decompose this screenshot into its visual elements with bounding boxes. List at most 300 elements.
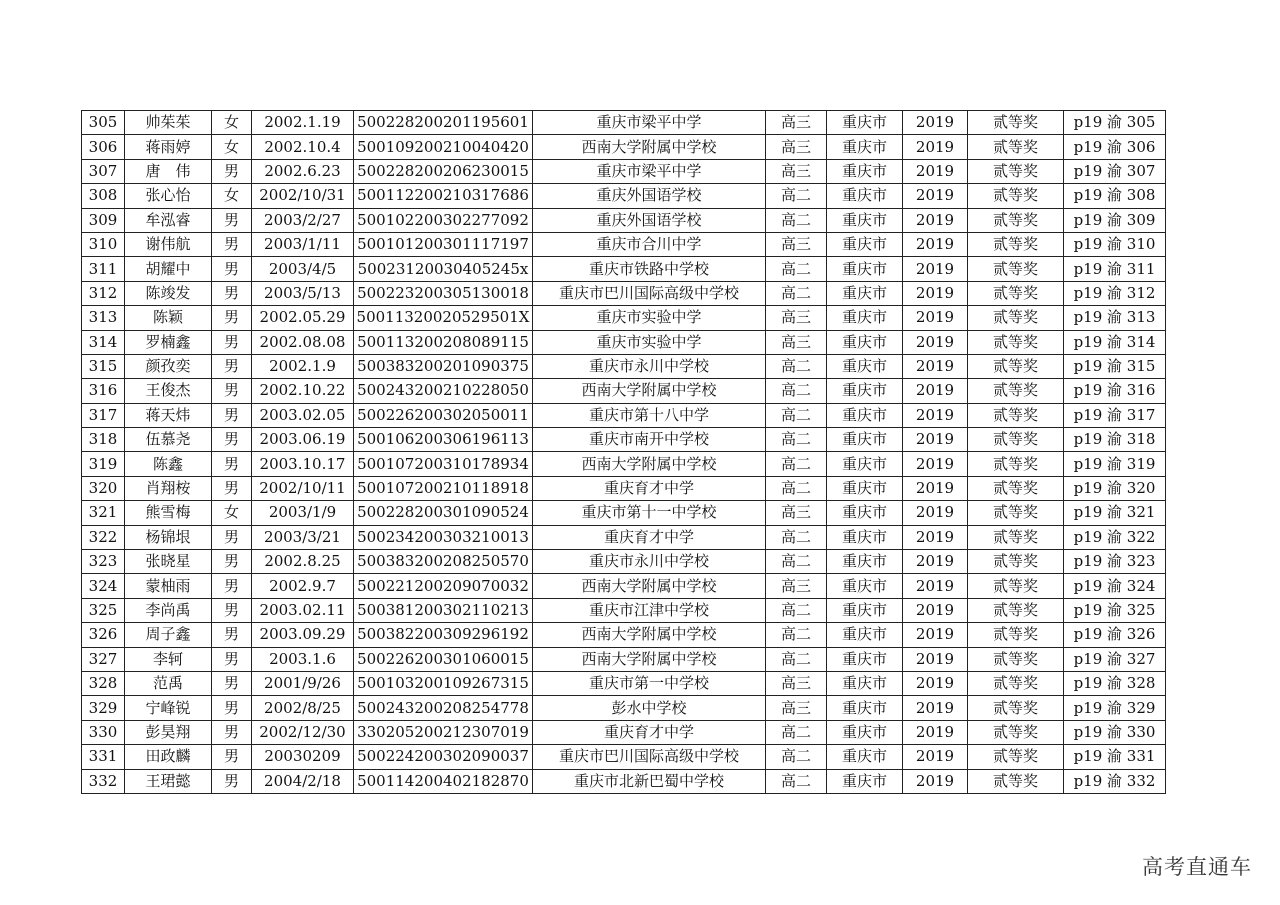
student-name-cell: 周子鑫 — [125, 623, 212, 647]
award-level-cell: 贰等奖 — [968, 379, 1064, 403]
serial-number-cell: 312 — [82, 281, 125, 305]
table-row — [82, 257, 1166, 281]
table-row — [82, 623, 1166, 647]
award-level-cell: 贰等奖 — [968, 232, 1064, 256]
serial-number-cell: 330 — [82, 720, 125, 744]
region-cell: 重庆市 — [827, 525, 903, 549]
birth-date-cell: 2001/9/26 — [252, 671, 354, 695]
id-number-cell: 500107200310178934 — [354, 452, 533, 476]
serial-number-cell: 316 — [82, 379, 125, 403]
birth-date-cell: 2003/3/21 — [252, 525, 354, 549]
school-name-cell: 重庆市永川中学校 — [533, 354, 766, 378]
award-list-table — [81, 110, 1166, 794]
region-cell: 重庆市 — [827, 598, 903, 622]
birth-date-cell: 2003.1.6 — [252, 647, 354, 671]
region-cell: 重庆市 — [827, 550, 903, 574]
grade-cell: 高三 — [766, 330, 827, 354]
student-name-cell: 陈颖 — [125, 306, 212, 330]
id-number-cell: 500101200301117197 — [354, 232, 533, 256]
grade-cell: 高三 — [766, 501, 827, 525]
school-name-cell: 重庆市实验中学 — [533, 330, 766, 354]
certificate-number-cell: p19 渝 315 — [1064, 354, 1166, 378]
certificate-number-cell: p19 渝 330 — [1064, 720, 1166, 744]
birth-date-cell: 2003/4/5 — [252, 257, 354, 281]
table-row — [82, 281, 1166, 305]
table-row — [82, 111, 1166, 135]
award-level-cell: 贰等奖 — [968, 354, 1064, 378]
certificate-number-cell: p19 渝 323 — [1064, 550, 1166, 574]
certificate-number-cell: p19 渝 328 — [1064, 671, 1166, 695]
year-cell: 2019 — [903, 330, 968, 354]
year-cell: 2019 — [903, 550, 968, 574]
serial-number-cell: 307 — [82, 159, 125, 183]
table-row — [82, 696, 1166, 720]
student-name-cell: 蒋雨婷 — [125, 135, 212, 159]
serial-number-cell: 319 — [82, 452, 125, 476]
certificate-number-cell: p19 渝 332 — [1064, 769, 1166, 793]
birth-date-cell: 2002.10.22 — [252, 379, 354, 403]
serial-number-cell: 325 — [82, 598, 125, 622]
grade-cell: 高三 — [766, 135, 827, 159]
year-cell: 2019 — [903, 745, 968, 769]
birth-date-cell: 20030209 — [252, 745, 354, 769]
serial-number-cell: 332 — [82, 769, 125, 793]
gender-cell: 男 — [212, 232, 252, 256]
student-name-cell: 王俊杰 — [125, 379, 212, 403]
certificate-number-cell: p19 渝 320 — [1064, 476, 1166, 500]
student-name-cell: 陈竣发 — [125, 281, 212, 305]
table-row — [82, 476, 1166, 500]
award-level-cell: 贰等奖 — [968, 281, 1064, 305]
serial-number-cell: 314 — [82, 330, 125, 354]
student-name-cell: 宁峰锐 — [125, 696, 212, 720]
serial-number-cell: 326 — [82, 623, 125, 647]
birth-date-cell: 2002.1.9 — [252, 354, 354, 378]
grade-cell: 高二 — [766, 745, 827, 769]
year-cell: 2019 — [903, 403, 968, 427]
award-level-cell: 贰等奖 — [968, 257, 1064, 281]
birth-date-cell: 2004/2/18 — [252, 769, 354, 793]
region-cell: 重庆市 — [827, 769, 903, 793]
certificate-number-cell: p19 渝 321 — [1064, 501, 1166, 525]
student-name-cell: 张晓星 — [125, 550, 212, 574]
student-name-cell: 杨锦垠 — [125, 525, 212, 549]
year-cell: 2019 — [903, 476, 968, 500]
award-level-cell: 贰等奖 — [968, 623, 1064, 647]
certificate-number-cell: p19 渝 316 — [1064, 379, 1166, 403]
award-level-cell: 贰等奖 — [968, 330, 1064, 354]
year-cell: 2019 — [903, 354, 968, 378]
birth-date-cell: 2003/5/13 — [252, 281, 354, 305]
gender-cell: 男 — [212, 330, 252, 354]
id-number-cell: 500112200210317686 — [354, 184, 533, 208]
table-row — [82, 452, 1166, 476]
serial-number-cell: 309 — [82, 208, 125, 232]
year-cell: 2019 — [903, 379, 968, 403]
region-cell: 重庆市 — [827, 306, 903, 330]
gender-cell: 男 — [212, 159, 252, 183]
award-level-cell: 贰等奖 — [968, 428, 1064, 452]
serial-number-cell: 318 — [82, 428, 125, 452]
year-cell: 2019 — [903, 647, 968, 671]
gender-cell: 男 — [212, 745, 252, 769]
grade-cell: 高二 — [766, 525, 827, 549]
id-number-cell: 500383200208250570 — [354, 550, 533, 574]
student-name-cell: 肖翔桉 — [125, 476, 212, 500]
award-level-cell: 贰等奖 — [968, 696, 1064, 720]
table-row — [82, 184, 1166, 208]
region-cell: 重庆市 — [827, 208, 903, 232]
id-number-cell: 500228200206230015 — [354, 159, 533, 183]
award-level-cell: 贰等奖 — [968, 598, 1064, 622]
year-cell: 2019 — [903, 501, 968, 525]
school-name-cell: 西南大学附属中学校 — [533, 452, 766, 476]
serial-number-cell: 317 — [82, 403, 125, 427]
student-name-cell: 蒙柚雨 — [125, 574, 212, 598]
id-number-cell: 500381200302110213 — [354, 598, 533, 622]
serial-number-cell: 324 — [82, 574, 125, 598]
birth-date-cell: 2002/10/31 — [252, 184, 354, 208]
gender-cell: 男 — [212, 647, 252, 671]
school-name-cell: 重庆市江津中学校 — [533, 598, 766, 622]
grade-cell: 高三 — [766, 232, 827, 256]
student-name-cell: 陈鑫 — [125, 452, 212, 476]
gender-cell: 男 — [212, 574, 252, 598]
gender-cell: 男 — [212, 379, 252, 403]
birth-date-cell: 2002/8/25 — [252, 696, 354, 720]
region-cell: 重庆市 — [827, 671, 903, 695]
school-name-cell: 重庆市铁路中学校 — [533, 257, 766, 281]
region-cell: 重庆市 — [827, 403, 903, 427]
table-row — [82, 232, 1166, 256]
region-cell: 重庆市 — [827, 720, 903, 744]
award-level-cell: 贰等奖 — [968, 135, 1064, 159]
award-level-cell: 贰等奖 — [968, 306, 1064, 330]
award-level-cell: 贰等奖 — [968, 403, 1064, 427]
id-number-cell: 500107200210118918 — [354, 476, 533, 500]
serial-number-cell: 323 — [82, 550, 125, 574]
birth-date-cell: 2002/10/11 — [252, 476, 354, 500]
region-cell: 重庆市 — [827, 135, 903, 159]
school-name-cell: 重庆市第十八中学 — [533, 403, 766, 427]
region-cell: 重庆市 — [827, 428, 903, 452]
watermark-text: 高考直通车 — [1142, 855, 1252, 879]
serial-number-cell: 311 — [82, 257, 125, 281]
school-name-cell: 西南大学附属中学校 — [533, 574, 766, 598]
award-level-cell: 贰等奖 — [968, 501, 1064, 525]
student-name-cell: 伍慕尧 — [125, 428, 212, 452]
gender-cell: 男 — [212, 623, 252, 647]
school-name-cell: 重庆市合川中学 — [533, 232, 766, 256]
birth-date-cell: 2002.05.29 — [252, 306, 354, 330]
student-name-cell: 李轲 — [125, 647, 212, 671]
gender-cell: 男 — [212, 281, 252, 305]
gender-cell: 男 — [212, 769, 252, 793]
gender-cell: 女 — [212, 135, 252, 159]
gender-cell: 男 — [212, 720, 252, 744]
region-cell: 重庆市 — [827, 476, 903, 500]
serial-number-cell: 315 — [82, 354, 125, 378]
certificate-number-cell: p19 渝 326 — [1064, 623, 1166, 647]
gender-cell: 女 — [212, 111, 252, 135]
gender-cell: 男 — [212, 257, 252, 281]
school-name-cell: 西南大学附属中学校 — [533, 135, 766, 159]
year-cell: 2019 — [903, 159, 968, 183]
id-number-cell: 500383200201090375 — [354, 354, 533, 378]
grade-cell: 高二 — [766, 281, 827, 305]
serial-number-cell: 305 — [82, 111, 125, 135]
school-name-cell: 重庆市北新巴蜀中学校 — [533, 769, 766, 793]
grade-cell: 高二 — [766, 647, 827, 671]
id-number-cell: 500234200303210013 — [354, 525, 533, 549]
serial-number-cell: 321 — [82, 501, 125, 525]
year-cell: 2019 — [903, 623, 968, 647]
birth-date-cell: 2002.6.23 — [252, 159, 354, 183]
gender-cell: 男 — [212, 550, 252, 574]
grade-cell: 高二 — [766, 379, 827, 403]
grade-cell: 高二 — [766, 476, 827, 500]
school-name-cell: 重庆市南开中学校 — [533, 428, 766, 452]
award-level-cell: 贰等奖 — [968, 208, 1064, 232]
gender-cell: 男 — [212, 598, 252, 622]
region-cell: 重庆市 — [827, 281, 903, 305]
id-number-cell: 500226200302050011 — [354, 403, 533, 427]
grade-cell: 高二 — [766, 452, 827, 476]
year-cell: 2019 — [903, 696, 968, 720]
certificate-number-cell: p19 渝 318 — [1064, 428, 1166, 452]
serial-number-cell: 320 — [82, 476, 125, 500]
year-cell: 2019 — [903, 135, 968, 159]
table-row — [82, 769, 1166, 793]
year-cell: 2019 — [903, 232, 968, 256]
gender-cell: 男 — [212, 208, 252, 232]
certificate-number-cell: p19 渝 307 — [1064, 159, 1166, 183]
grade-cell: 高二 — [766, 769, 827, 793]
award-level-cell: 贰等奖 — [968, 745, 1064, 769]
id-number-cell: 500109200210040420 — [354, 135, 533, 159]
id-number-cell: 500102200302277092 — [354, 208, 533, 232]
table-row — [82, 403, 1166, 427]
table-row — [82, 354, 1166, 378]
region-cell: 重庆市 — [827, 111, 903, 135]
grade-cell: 高二 — [766, 623, 827, 647]
gender-cell: 男 — [212, 403, 252, 427]
id-number-cell: 500382200309296192 — [354, 623, 533, 647]
school-name-cell: 西南大学附属中学校 — [533, 623, 766, 647]
school-name-cell: 重庆市巴川国际高级中学校 — [533, 745, 766, 769]
region-cell: 重庆市 — [827, 379, 903, 403]
year-cell: 2019 — [903, 525, 968, 549]
serial-number-cell: 331 — [82, 745, 125, 769]
region-cell: 重庆市 — [827, 159, 903, 183]
gender-cell: 男 — [212, 671, 252, 695]
region-cell: 重庆市 — [827, 184, 903, 208]
id-number-cell: 500113200208089115 — [354, 330, 533, 354]
grade-cell: 高三 — [766, 306, 827, 330]
year-cell: 2019 — [903, 574, 968, 598]
birth-date-cell: 2002.8.25 — [252, 550, 354, 574]
id-number-cell: 50011320020529501X — [354, 306, 533, 330]
award-level-cell: 贰等奖 — [968, 671, 1064, 695]
id-number-cell: 500228200201195601 — [354, 111, 533, 135]
region-cell: 重庆市 — [827, 696, 903, 720]
table-body — [82, 111, 1166, 794]
serial-number-cell: 313 — [82, 306, 125, 330]
birth-date-cell: 2002/12/30 — [252, 720, 354, 744]
gender-cell: 男 — [212, 428, 252, 452]
id-number-cell: 50023120030405245x — [354, 257, 533, 281]
gender-cell: 男 — [212, 452, 252, 476]
year-cell: 2019 — [903, 306, 968, 330]
school-name-cell: 西南大学附属中学校 — [533, 647, 766, 671]
student-name-cell: 罗楠鑫 — [125, 330, 212, 354]
school-name-cell: 重庆育才中学 — [533, 525, 766, 549]
student-name-cell: 胡耀中 — [125, 257, 212, 281]
id-number-cell: 500106200306196113 — [354, 428, 533, 452]
region-cell: 重庆市 — [827, 501, 903, 525]
serial-number-cell: 328 — [82, 671, 125, 695]
year-cell: 2019 — [903, 452, 968, 476]
serial-number-cell: 310 — [82, 232, 125, 256]
award-level-cell: 贰等奖 — [968, 476, 1064, 500]
grade-cell: 高二 — [766, 428, 827, 452]
year-cell: 2019 — [903, 184, 968, 208]
birth-date-cell: 2003/2/27 — [252, 208, 354, 232]
id-number-cell: 500226200301060015 — [354, 647, 533, 671]
id-number-cell: 500103200109267315 — [354, 671, 533, 695]
serial-number-cell: 322 — [82, 525, 125, 549]
id-number-cell: 500114200402182870 — [354, 769, 533, 793]
birth-date-cell: 2002.08.08 — [252, 330, 354, 354]
table-row — [82, 330, 1166, 354]
school-name-cell: 重庆市实验中学 — [533, 306, 766, 330]
award-level-cell: 贰等奖 — [968, 574, 1064, 598]
grade-cell: 高三 — [766, 574, 827, 598]
certificate-number-cell: p19 渝 327 — [1064, 647, 1166, 671]
grade-cell: 高三 — [766, 159, 827, 183]
id-number-cell: 500223200305130018 — [354, 281, 533, 305]
school-name-cell: 重庆市梁平中学 — [533, 111, 766, 135]
serial-number-cell: 329 — [82, 696, 125, 720]
certificate-number-cell: p19 渝 329 — [1064, 696, 1166, 720]
region-cell: 重庆市 — [827, 647, 903, 671]
student-name-cell: 唐 伟 — [125, 159, 212, 183]
table-row — [82, 501, 1166, 525]
student-name-cell: 彭昊翔 — [125, 720, 212, 744]
certificate-number-cell: p19 渝 306 — [1064, 135, 1166, 159]
student-name-cell: 蒋天炜 — [125, 403, 212, 427]
school-name-cell: 重庆外国语学校 — [533, 184, 766, 208]
gender-cell: 男 — [212, 696, 252, 720]
student-name-cell: 田政麟 — [125, 745, 212, 769]
school-name-cell: 重庆市第十一中学校 — [533, 501, 766, 525]
gender-cell: 男 — [212, 354, 252, 378]
school-name-cell: 重庆育才中学 — [533, 476, 766, 500]
school-name-cell: 重庆市第一中学校 — [533, 671, 766, 695]
table-row — [82, 574, 1166, 598]
certificate-number-cell: p19 渝 314 — [1064, 330, 1166, 354]
table-row — [82, 525, 1166, 549]
award-level-cell: 贰等奖 — [968, 550, 1064, 574]
table-row — [82, 745, 1166, 769]
table-row — [82, 135, 1166, 159]
student-name-cell: 颜孜奕 — [125, 354, 212, 378]
certificate-number-cell: p19 渝 324 — [1064, 574, 1166, 598]
grade-cell: 高三 — [766, 671, 827, 695]
certificate-number-cell: p19 渝 319 — [1064, 452, 1166, 476]
certificate-number-cell: p19 渝 308 — [1064, 184, 1166, 208]
table-row — [82, 306, 1166, 330]
certificate-number-cell: p19 渝 311 — [1064, 257, 1166, 281]
grade-cell: 高二 — [766, 720, 827, 744]
grade-cell: 高二 — [766, 184, 827, 208]
year-cell: 2019 — [903, 769, 968, 793]
id-number-cell: 500243200210228050 — [354, 379, 533, 403]
year-cell: 2019 — [903, 428, 968, 452]
region-cell: 重庆市 — [827, 330, 903, 354]
student-name-cell: 张心怡 — [125, 184, 212, 208]
year-cell: 2019 — [903, 671, 968, 695]
birth-date-cell: 2002.1.19 — [252, 111, 354, 135]
birth-date-cell: 2003.06.19 — [252, 428, 354, 452]
table-row — [82, 428, 1166, 452]
region-cell: 重庆市 — [827, 623, 903, 647]
certificate-number-cell: p19 渝 325 — [1064, 598, 1166, 622]
gender-cell: 女 — [212, 184, 252, 208]
birth-date-cell: 2003.02.11 — [252, 598, 354, 622]
grade-cell: 高三 — [766, 111, 827, 135]
certificate-number-cell: p19 渝 331 — [1064, 745, 1166, 769]
serial-number-cell: 308 — [82, 184, 125, 208]
certificate-number-cell: p19 渝 310 — [1064, 232, 1166, 256]
birth-date-cell: 2002.9.7 — [252, 574, 354, 598]
id-number-cell: 500221200209070032 — [354, 574, 533, 598]
region-cell: 重庆市 — [827, 354, 903, 378]
gender-cell: 女 — [212, 501, 252, 525]
birth-date-cell: 2003/1/9 — [252, 501, 354, 525]
year-cell: 2019 — [903, 208, 968, 232]
table-row — [82, 159, 1166, 183]
grade-cell: 高二 — [766, 354, 827, 378]
year-cell: 2019 — [903, 281, 968, 305]
student-name-cell: 范禹 — [125, 671, 212, 695]
table-row — [82, 598, 1166, 622]
award-level-cell: 贰等奖 — [968, 769, 1064, 793]
award-level-cell: 贰等奖 — [968, 184, 1064, 208]
student-name-cell: 王珺懿 — [125, 769, 212, 793]
school-name-cell: 重庆育才中学 — [533, 720, 766, 744]
certificate-number-cell: p19 渝 317 — [1064, 403, 1166, 427]
award-level-cell: 贰等奖 — [968, 647, 1064, 671]
school-name-cell: 重庆市永川中学校 — [533, 550, 766, 574]
school-name-cell: 重庆外国语学校 — [533, 208, 766, 232]
grade-cell: 高二 — [766, 403, 827, 427]
birth-date-cell: 2002.10.4 — [252, 135, 354, 159]
certificate-number-cell: p19 渝 309 — [1064, 208, 1166, 232]
school-name-cell: 重庆市梁平中学 — [533, 159, 766, 183]
id-number-cell: 500243200208254778 — [354, 696, 533, 720]
certificate-number-cell: p19 渝 312 — [1064, 281, 1166, 305]
student-name-cell: 李尚禹 — [125, 598, 212, 622]
year-cell: 2019 — [903, 720, 968, 744]
certificate-number-cell: p19 渝 322 — [1064, 525, 1166, 549]
region-cell: 重庆市 — [827, 745, 903, 769]
student-name-cell: 熊雪梅 — [125, 501, 212, 525]
table-row — [82, 671, 1166, 695]
region-cell: 重庆市 — [827, 232, 903, 256]
award-level-cell: 贰等奖 — [968, 111, 1064, 135]
birth-date-cell: 2003.09.29 — [252, 623, 354, 647]
